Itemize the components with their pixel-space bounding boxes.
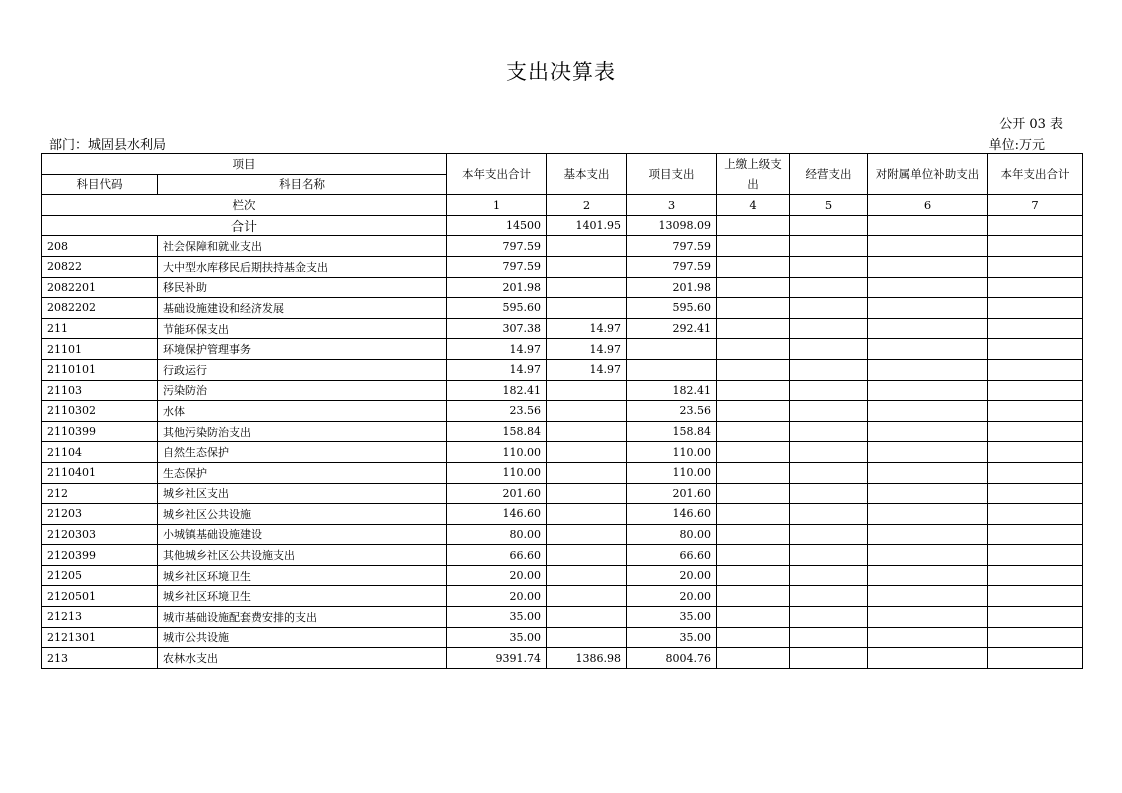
row-project: 20.00 [627, 565, 717, 586]
empty-cell [717, 236, 790, 257]
row-name: 农林水支出 [158, 648, 447, 669]
empty-cell [988, 339, 1083, 360]
row-project: 35.00 [627, 627, 717, 648]
empty-cell [868, 339, 988, 360]
row-code: 21103 [42, 380, 158, 401]
row-name: 城市基础设施配套费安排的支出 [158, 607, 447, 628]
row-code: 2120501 [42, 586, 158, 607]
empty-cell [868, 380, 988, 401]
empty-cell [988, 380, 1083, 401]
row-total: 14.97 [447, 359, 547, 380]
empty-cell [868, 545, 988, 566]
table-row [42, 359, 1083, 380]
row-project: 292.41 [627, 318, 717, 339]
empty-cell [790, 586, 868, 607]
header-business: 经营支出 [790, 154, 868, 195]
column-label: 栏次 [42, 195, 447, 216]
empty-cell [790, 256, 868, 277]
row-basic [547, 236, 627, 257]
empty-cell [717, 421, 790, 442]
row-project: 66.60 [627, 545, 717, 566]
row-project: 201.60 [627, 483, 717, 504]
row-total: 20.00 [447, 565, 547, 586]
column-number: 2 [547, 195, 627, 216]
row-project: 158.84 [627, 421, 717, 442]
row-project: 595.60 [627, 298, 717, 319]
row-name: 污染防治 [158, 380, 447, 401]
empty-cell [790, 215, 868, 236]
row-total: 158.84 [447, 421, 547, 442]
header-item: 项目 [42, 154, 447, 175]
expenditure-table [41, 153, 1083, 669]
column-number: 1 [447, 195, 547, 216]
row-name: 城乡社区环境卫生 [158, 586, 447, 607]
row-name: 城市公共设施 [158, 627, 447, 648]
header-row-1 [42, 154, 1083, 175]
empty-cell [790, 524, 868, 545]
empty-cell [868, 236, 988, 257]
table-row [42, 277, 1083, 298]
row-total: 201.98 [447, 277, 547, 298]
empty-cell [988, 318, 1083, 339]
empty-cell [790, 339, 868, 360]
row-total: 797.59 [447, 236, 547, 257]
empty-cell [717, 483, 790, 504]
empty-cell [717, 545, 790, 566]
row-project: 182.41 [627, 380, 717, 401]
row-total: 66.60 [447, 545, 547, 566]
column-number: 5 [790, 195, 868, 216]
empty-cell [868, 504, 988, 525]
empty-cell [717, 504, 790, 525]
row-basic [547, 504, 627, 525]
table-row [42, 339, 1083, 360]
row-total: 146.60 [447, 504, 547, 525]
row-code: 21213 [42, 607, 158, 628]
table-row [42, 401, 1083, 422]
empty-cell [988, 298, 1083, 319]
form-number: 公开 03 表 [999, 117, 1063, 132]
row-project: 80.00 [627, 524, 717, 545]
empty-cell [790, 565, 868, 586]
row-project [627, 359, 717, 380]
row-basic: 14.97 [547, 318, 627, 339]
header-total: 本年支出合计 [447, 154, 547, 195]
empty-cell [868, 298, 988, 319]
header-project: 项目支出 [627, 154, 717, 195]
empty-cell [790, 421, 868, 442]
row-name: 水体 [158, 401, 447, 422]
row-code: 20822 [42, 256, 158, 277]
header-code: 科目代码 [42, 174, 158, 195]
empty-cell [790, 462, 868, 483]
row-name: 行政运行 [158, 359, 447, 380]
row-code: 208 [42, 236, 158, 257]
row-basic: 1386.98 [547, 648, 627, 669]
sum-basic: 1401.95 [547, 215, 627, 236]
empty-cell [988, 586, 1083, 607]
row-code: 21101 [42, 339, 158, 360]
row-basic [547, 524, 627, 545]
empty-cell [868, 277, 988, 298]
empty-cell [988, 483, 1083, 504]
empty-cell [717, 524, 790, 545]
row-name: 社会保障和就业支出 [158, 236, 447, 257]
empty-cell [988, 627, 1083, 648]
row-code: 2110101 [42, 359, 158, 380]
table-row [42, 545, 1083, 566]
department-label: 部门：城固县水利局 [49, 138, 167, 153]
table-row [42, 483, 1083, 504]
empty-cell [717, 339, 790, 360]
empty-cell [988, 545, 1083, 566]
empty-cell [868, 462, 988, 483]
empty-cell [717, 318, 790, 339]
row-code: 2121301 [42, 627, 158, 648]
row-code: 2110302 [42, 401, 158, 422]
column-number: 3 [627, 195, 717, 216]
row-total: 182.41 [447, 380, 547, 401]
row-project [627, 339, 717, 360]
row-code: 212 [42, 483, 158, 504]
empty-cell [790, 401, 868, 422]
table-row [42, 442, 1083, 463]
row-code: 213 [42, 648, 158, 669]
empty-cell [868, 565, 988, 586]
empty-cell [790, 359, 868, 380]
row-name: 城乡社区公共设施 [158, 504, 447, 525]
empty-cell [790, 236, 868, 257]
row-total: 35.00 [447, 627, 547, 648]
table-row [42, 380, 1083, 401]
row-basic: 14.97 [547, 339, 627, 360]
row-project: 23.56 [627, 401, 717, 422]
table-row [42, 565, 1083, 586]
empty-cell [988, 421, 1083, 442]
row-total: 80.00 [447, 524, 547, 545]
empty-cell [988, 504, 1083, 525]
row-total: 201.60 [447, 483, 547, 504]
row-name: 小城镇基础设施建设 [158, 524, 447, 545]
row-code: 2110401 [42, 462, 158, 483]
empty-cell [790, 318, 868, 339]
table-row [42, 318, 1083, 339]
table-row [42, 524, 1083, 545]
row-basic [547, 607, 627, 628]
row-basic [547, 565, 627, 586]
empty-cell [868, 524, 988, 545]
empty-cell [868, 483, 988, 504]
row-total: 110.00 [447, 442, 547, 463]
empty-cell [717, 380, 790, 401]
empty-cell [988, 236, 1083, 257]
empty-cell [790, 545, 868, 566]
row-total: 23.56 [447, 401, 547, 422]
empty-cell [988, 215, 1083, 236]
row-code: 211 [42, 318, 158, 339]
empty-cell [988, 648, 1083, 669]
empty-cell [717, 648, 790, 669]
header-name: 科目名称 [158, 174, 447, 195]
row-code: 21203 [42, 504, 158, 525]
empty-cell [717, 462, 790, 483]
empty-cell [868, 421, 988, 442]
empty-cell [868, 627, 988, 648]
empty-cell [868, 586, 988, 607]
empty-cell [717, 442, 790, 463]
empty-cell [717, 298, 790, 319]
table-row [42, 236, 1083, 257]
table-row [42, 607, 1083, 628]
row-basic [547, 545, 627, 566]
empty-cell [717, 215, 790, 236]
row-name: 其他城乡社区公共设施支出 [158, 545, 447, 566]
row-basic [547, 442, 627, 463]
sum-total: 14500 [447, 215, 547, 236]
row-code: 21104 [42, 442, 158, 463]
empty-cell [790, 483, 868, 504]
empty-cell [868, 215, 988, 236]
row-project: 8004.76 [627, 648, 717, 669]
row-code: 2110399 [42, 421, 158, 442]
empty-cell [868, 607, 988, 628]
empty-cell [790, 504, 868, 525]
row-basic [547, 483, 627, 504]
empty-cell [717, 359, 790, 380]
empty-cell [988, 442, 1083, 463]
row-basic [547, 401, 627, 422]
empty-cell [790, 380, 868, 401]
row-name: 大中型水库移民后期扶持基金支出 [158, 256, 447, 277]
sum-row [42, 215, 1083, 236]
row-name: 移民补助 [158, 277, 447, 298]
row-basic [547, 277, 627, 298]
row-basic: 14.97 [547, 359, 627, 380]
row-name: 其他污染防治支出 [158, 421, 447, 442]
row-project: 20.00 [627, 586, 717, 607]
empty-cell [868, 401, 988, 422]
empty-cell [988, 359, 1083, 380]
table-row [42, 504, 1083, 525]
sum-project: 13098.09 [627, 215, 717, 236]
empty-cell [868, 442, 988, 463]
row-name: 基础设施建设和经济发展 [158, 298, 447, 319]
row-total: 20.00 [447, 586, 547, 607]
empty-cell [717, 627, 790, 648]
row-code: 2120399 [42, 545, 158, 566]
empty-cell [988, 565, 1083, 586]
empty-cell [988, 277, 1083, 298]
sum-label: 合计 [42, 215, 447, 236]
empty-cell [790, 607, 868, 628]
empty-cell [790, 277, 868, 298]
table-row [42, 298, 1083, 319]
row-code: 21205 [42, 565, 158, 586]
table-row [42, 462, 1083, 483]
row-project: 110.00 [627, 442, 717, 463]
row-total: 307.38 [447, 318, 547, 339]
row-basic [547, 380, 627, 401]
column-number: 4 [717, 195, 790, 216]
table-row [42, 627, 1083, 648]
row-name: 城乡社区支出 [158, 483, 447, 504]
column-number-row [42, 195, 1083, 216]
empty-cell [717, 586, 790, 607]
header-upper: 上缴上级支出 [717, 154, 790, 195]
header-subsidy: 对附属单位补助支出 [868, 154, 988, 195]
row-basic [547, 256, 627, 277]
row-name: 节能环保支出 [158, 318, 447, 339]
empty-cell [717, 256, 790, 277]
column-number: 6 [868, 195, 988, 216]
row-name: 生态保护 [158, 462, 447, 483]
row-name: 环境保护管理事务 [158, 339, 447, 360]
row-basic [547, 462, 627, 483]
row-basic [547, 421, 627, 442]
row-project: 110.00 [627, 462, 717, 483]
row-project: 797.59 [627, 256, 717, 277]
empty-cell [988, 256, 1083, 277]
row-code: 2120303 [42, 524, 158, 545]
row-project: 797.59 [627, 236, 717, 257]
empty-cell [790, 648, 868, 669]
empty-cell [790, 442, 868, 463]
row-total: 110.00 [447, 462, 547, 483]
empty-cell [790, 298, 868, 319]
empty-cell [717, 277, 790, 298]
empty-cell [868, 648, 988, 669]
unit-label: 单位:万元 [988, 138, 1045, 153]
page-title: 支出决算表 [506, 60, 616, 84]
row-total: 797.59 [447, 256, 547, 277]
empty-cell [988, 607, 1083, 628]
header-basic: 基本支出 [547, 154, 627, 195]
row-total: 14.97 [447, 339, 547, 360]
row-basic [547, 627, 627, 648]
row-name: 自然生态保护 [158, 442, 447, 463]
table-row [42, 256, 1083, 277]
empty-cell [717, 607, 790, 628]
empty-cell [717, 565, 790, 586]
empty-cell [988, 524, 1083, 545]
empty-cell [988, 401, 1083, 422]
empty-cell [790, 627, 868, 648]
empty-cell [717, 401, 790, 422]
table-row [42, 648, 1083, 669]
table-row [42, 421, 1083, 442]
row-code: 2082201 [42, 277, 158, 298]
column-number: 7 [988, 195, 1083, 216]
row-basic [547, 586, 627, 607]
row-code: 2082202 [42, 298, 158, 319]
header-total-2: 本年支出合计 [988, 154, 1083, 195]
row-project: 146.60 [627, 504, 717, 525]
empty-cell [868, 318, 988, 339]
table-row [42, 586, 1083, 607]
row-total: 9391.74 [447, 648, 547, 669]
row-basic [547, 298, 627, 319]
row-project: 35.00 [627, 607, 717, 628]
empty-cell [868, 359, 988, 380]
empty-cell [988, 462, 1083, 483]
row-total: 35.00 [447, 607, 547, 628]
row-total: 595.60 [447, 298, 547, 319]
row-name: 城乡社区环境卫生 [158, 565, 447, 586]
row-project: 201.98 [627, 277, 717, 298]
empty-cell [868, 256, 988, 277]
